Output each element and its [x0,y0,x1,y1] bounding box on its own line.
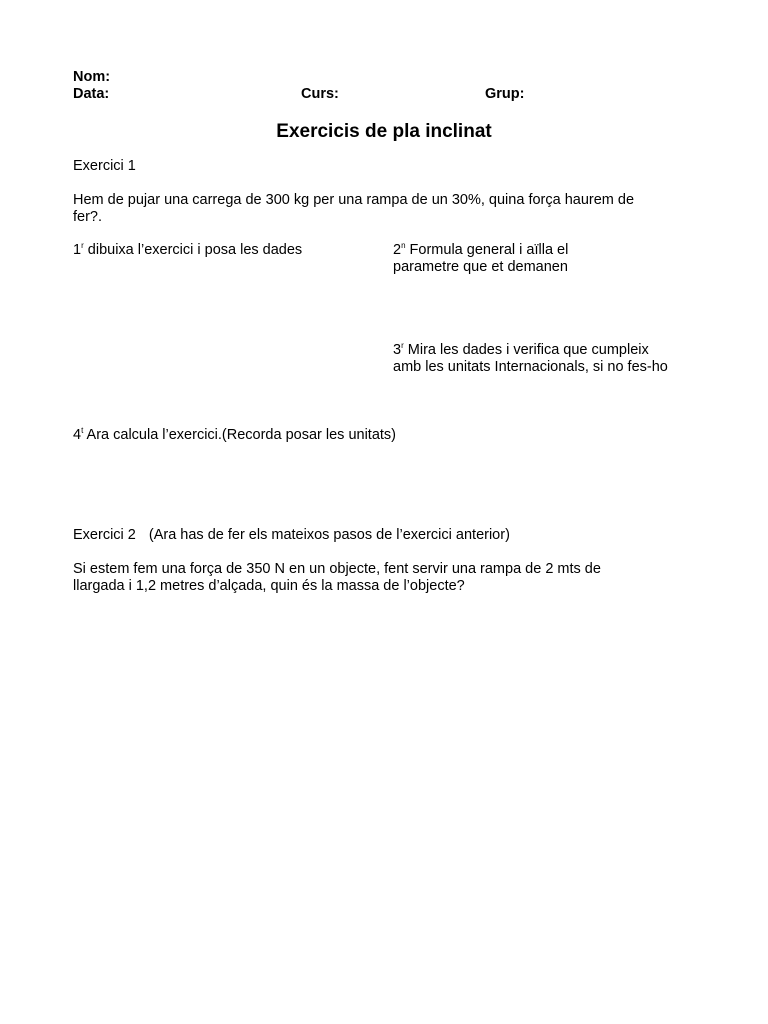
step1-number: 1 [73,242,82,258]
exercise2-statement [73,561,713,595]
exercise1-heading: Exercici 1 [73,158,136,174]
exercise1-step1 [73,242,302,259]
exercise1-step3 [393,342,733,376]
step2-ordinal: n [401,241,406,250]
step3-number: 3 [393,342,402,358]
page-title: Exercicis de pla inclinat [276,121,492,142]
step4-number: 4 [73,427,82,443]
step3-line1: Mira les dades i verifica que cumpleix [403,342,649,358]
exercise1-statement-line1: Hem de pujar una carrega de 300 kg per una rampa de un 30%, quina força haurem de [73,192,635,208]
exercise1-step2 [393,242,723,276]
exercise1-statement [73,192,713,226]
step4-text: Ara calcula l’exercici.(Recorda posar les unitats) [83,427,396,443]
grup-label: Grup: [485,86,525,102]
step2-number: 2 [393,242,402,258]
step3-ordinal: r [401,341,404,350]
step2-line2: parametre que et demanen [393,259,568,275]
exercise2-heading: Exercici 2 [73,527,136,543]
exercise2-heading-row [73,527,510,544]
step4-ordinal: t [81,426,84,435]
exercise2-statement-line1: Si estem fem una força de 350 N en un objecte, fent servir una rampa de 2 mts de [73,561,601,577]
step2-line1: Formula general i aïlla el [405,242,569,258]
exercise2-statement-line2: llargada i 1,2 metres d’alçada, quin és la massa de l’objecte? [73,578,465,594]
exercise1-step4 [73,427,396,444]
curs-label: Curs: [301,86,339,102]
nom-label: Nom: [73,69,111,85]
exercise2-note: (Ara has de fer els mateixos pasos de l’exercici anterior) [148,527,510,543]
exercise1-statement-line2: fer?. [73,209,103,225]
step1-text: dibuixa l’exercici i posa les dades [83,242,303,258]
step3-line2: amb les unitats Internacionals, si no fes-ho [393,359,668,375]
data-label: Data: [73,86,110,102]
step1-ordinal: r [81,241,84,250]
